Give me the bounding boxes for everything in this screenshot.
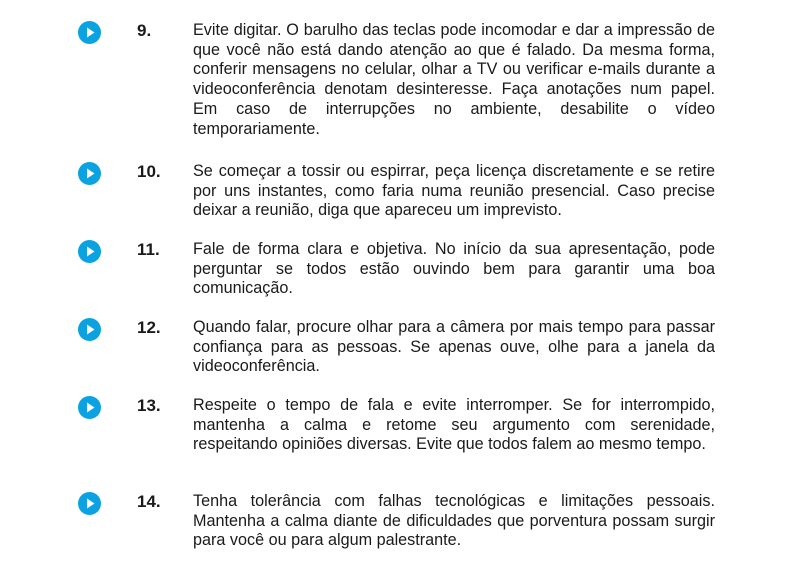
item-text: Fale de forma clara e objetiva. No início da sua apresentação, pode perguntar se todos estão ouvindo bem para garantir uma boa comunicação. [193,240,715,298]
item-text: Quando falar, procure olhar para a câmera por mais tempo para passar confiança para as pessoas. Se apenas ouve, olhe para a janela da videoconferência. [193,318,715,376]
item-text: Respeite o tempo de fala e evite interromper. Se for interrompido, mantenha a calma e retome seu argumento com serenidade, respeitando opiniões diversas. Evite que todos falem ao mesmo tempo. [193,396,715,454]
play-icon [78,318,101,341]
item-number: 11. [137,240,160,259]
play-icon [78,240,101,263]
play-icon [78,492,101,515]
item-text: Evite digitar. O barulho das teclas pode incomodar e dar a impressão de que você não está dando atenção ao que é falado. Da mesma forma, conferir mensagens no celular, olhar a TV ou verificar e-mails durante a videoconferência denotam desinteresse. Faça anotações num papel. Em caso de interrupções no ambiente, desabilite o vídeo temporariamente. [193,21,715,138]
item-number: 14. [137,492,161,511]
play-icon [78,396,101,419]
item-number: 13. [137,396,161,415]
item-number: 9. [137,21,152,40]
item-text: Tenha tolerância com falhas tecnológicas e limitações pessoais. Mantenha a calma diante de dificuldades que porventura possam surgir para você ou para algum palestrante. [193,492,715,550]
item-text: Se começar a tossir ou espirrar, peça licença discretamente e se retire por uns instantes, como faria numa reunião presencial. Caso precise deixar a reunião, diga que apareceu um imprevisto. [193,162,715,220]
play-icon [78,21,101,44]
item-number: 12. [137,318,161,337]
item-number: 10. [137,162,161,181]
play-icon [78,162,101,185]
